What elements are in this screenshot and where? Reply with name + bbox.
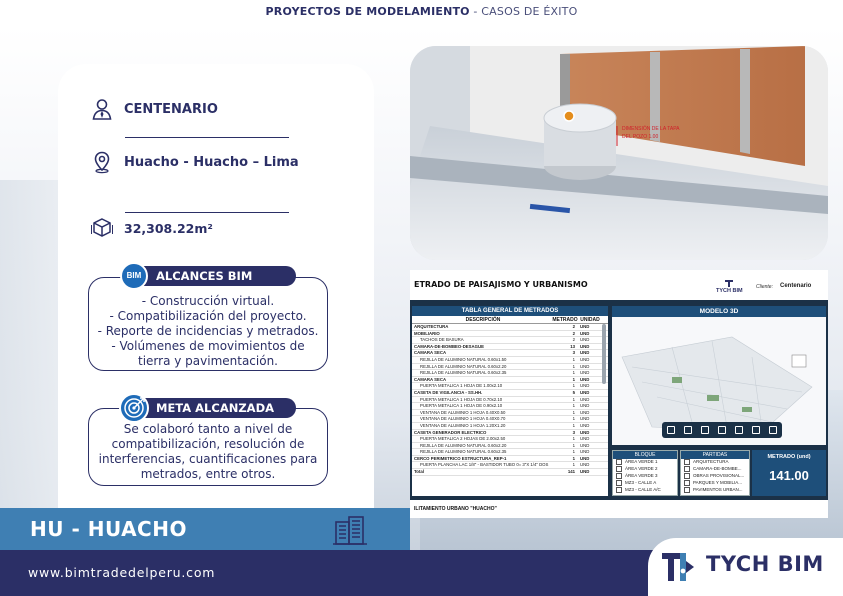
- cell-description: Total: [414, 469, 424, 475]
- cell-description: CERCO PERIMETRICO ESTRUCTURA_REP-1: [414, 455, 507, 461]
- cell-metrado: 1: [572, 356, 575, 362]
- alcances-box: [88, 277, 328, 371]
- render-annotation: DEL POZO 1.00: [622, 134, 659, 140]
- properties-icon[interactable]: [752, 426, 760, 434]
- cell-metrado: 1: [572, 449, 575, 455]
- cell-unidad: UND: [580, 389, 590, 395]
- table-row: [412, 324, 608, 331]
- cell-metrado: 1: [572, 462, 575, 468]
- alcances-title: ALCANCES BIM: [122, 266, 296, 286]
- dashboard-caption: ILITAMIENTO URBANO "HUACHO": [414, 506, 497, 512]
- partida-option[interactable]: CAMARA-DE-BOMBE...: [681, 466, 749, 473]
- cell-unidad: UND: [580, 442, 590, 448]
- alcances-line: - Compatibilización del proyecto.: [109, 309, 307, 323]
- cell-unidad: UND: [580, 356, 590, 362]
- dashboard-brand: TYCH BIM: [716, 278, 743, 294]
- cell-metrado: 5: [572, 389, 575, 395]
- table-row: [412, 350, 608, 357]
- cell-description: CAMARA SECA: [414, 350, 447, 356]
- cell-description: REJILLA DE ALUMINIO NATURAL 0.60x2.35: [420, 370, 507, 376]
- camera-icon[interactable]: [684, 426, 692, 434]
- table-row: [412, 403, 608, 410]
- metrados-table: [412, 306, 608, 496]
- render-3d-image: [410, 46, 828, 260]
- client-name: CENTENARIO: [124, 101, 218, 117]
- cell-metrado: 2: [572, 330, 575, 336]
- alcances-list: [89, 278, 327, 369]
- metrado-value: 141.00: [769, 468, 809, 483]
- divider: [125, 137, 289, 138]
- table-body: [412, 324, 608, 476]
- cell-description: CAMARA SECA: [414, 376, 447, 382]
- cell-metrado: 13: [570, 343, 575, 349]
- cell-unidad: UND: [580, 363, 590, 369]
- cell-unidad: UND: [580, 455, 590, 461]
- table-row: [412, 449, 608, 456]
- table-row: [412, 443, 608, 450]
- settings-icon[interactable]: [769, 426, 777, 434]
- cell-metrado: 1: [572, 363, 575, 369]
- table-row: [412, 397, 608, 404]
- brand-logo: [648, 538, 843, 596]
- cube-area-icon: [90, 216, 114, 240]
- dashboard-screenshot: [410, 270, 828, 518]
- bim-badge: BIM: [120, 262, 148, 290]
- table-row: [412, 357, 608, 364]
- project-code-bar: [0, 508, 410, 550]
- alcances-line: - Construcción virtual.: [141, 294, 275, 308]
- dashboard-title: ETRADO DE PAISAJISMO Y URBANISMO: [414, 280, 588, 289]
- cell-metrado: 1: [572, 396, 575, 402]
- cell-unidad: UND: [580, 343, 590, 349]
- cell-description: REJILLA DE ALUMINIO NATURAL 0.60x1.50: [420, 356, 507, 362]
- header: [0, 0, 843, 26]
- table-scrollbar[interactable]: [602, 324, 606, 384]
- tych-logo-icon: [724, 278, 734, 288]
- cell-description: REJILLA DE ALUMINIO NATURAL 0.60x2.35: [420, 449, 507, 455]
- cell-unidad: UND: [580, 370, 590, 376]
- table-row: [412, 331, 608, 338]
- partidas-title: PARTIDAS: [681, 451, 749, 459]
- col-description: DESCRIPCIÓN: [465, 317, 501, 323]
- model-3d-title: MODELO 3D: [612, 306, 826, 317]
- model-tree-icon[interactable]: [735, 426, 743, 434]
- table-row: [412, 370, 608, 377]
- cell-unidad: UND: [580, 469, 590, 475]
- divider: [125, 212, 289, 213]
- cell-description: PUERTA METALICA 1 HOJA DE 0.70x2.10: [420, 396, 503, 402]
- metrado-label: METRADO (und): [767, 454, 811, 460]
- cell-metrado: 1: [572, 403, 575, 409]
- cell-description: PUERTA METALICA 1 HOJA DE 1.00x2.10: [420, 383, 503, 389]
- cell-metrado: 2: [572, 324, 575, 329]
- table-row: [412, 337, 608, 344]
- table-row: [412, 430, 608, 437]
- col-metrado: METRADO: [552, 317, 578, 323]
- cell-metrado: 1: [572, 409, 575, 415]
- location-text: Huacho - Huacho – Lima: [124, 154, 299, 170]
- table-row: [412, 469, 608, 476]
- client-row: [90, 97, 218, 121]
- cell-unidad: UND: [580, 416, 590, 422]
- cell-unidad: UND: [580, 403, 590, 409]
- cell-unidad: UND: [580, 376, 590, 382]
- cell-unidad: UND: [580, 396, 590, 402]
- measure-icon[interactable]: [701, 426, 709, 434]
- model-3d-toolbar: [662, 422, 782, 438]
- cell-unidad: UND: [580, 422, 590, 428]
- cell-description: VENTANA DE ALUMINIO 1 HOJA 1.20X1.20: [420, 422, 506, 428]
- cell-unidad: UND: [580, 429, 590, 435]
- table-row: [412, 436, 608, 443]
- project-code: HU - HUACHO: [30, 517, 187, 541]
- bloque-filter: [612, 450, 678, 496]
- partida-option[interactable]: PAVIMENTOS URBAN...: [681, 487, 749, 494]
- cell-description: CAMARA-DE-BOMBEO-DESAGUE: [414, 343, 484, 349]
- table-header: [412, 316, 608, 324]
- table-row: [412, 410, 608, 417]
- target-icon: [118, 392, 150, 424]
- cell-description: TACHOS DE BASURA: [420, 337, 464, 343]
- metrado-card: [752, 450, 826, 496]
- bloque-title: BLOQUE: [613, 451, 677, 459]
- header-title: PROYECTOS DE MODELAMIENTO - CASOS DE ÉXITO: [265, 5, 578, 18]
- col-unidad: UNIDAD: [580, 317, 600, 323]
- table-row: [412, 390, 608, 397]
- cell-description: REJILLA DE ALUMINIO NATURAL 0.60x2.20: [420, 363, 507, 369]
- section-icon[interactable]: [718, 426, 726, 434]
- cell-metrado: 1: [572, 436, 575, 442]
- alcances-line: - Reporte de incidencias y metrados.: [97, 324, 319, 338]
- bloque-option[interactable]: ÁREA VERDE 1: [613, 459, 677, 466]
- alcances-line: - Volúmenes de movimientos de: [111, 339, 305, 353]
- meta-line: Se colaboró tanto a nivel de: [123, 422, 293, 436]
- cell-metrado: 141: [567, 469, 575, 475]
- cell-description: CASETA GENERADOR ELECTRICO: [414, 429, 487, 435]
- cell-unidad: UND: [580, 337, 590, 343]
- table-row: [412, 423, 608, 430]
- tych-bim-logo-icon: [660, 549, 696, 585]
- table-row: [412, 456, 608, 463]
- cell-description: REJILLA DE ALUMINIO NATURAL 0.60x2.20: [420, 442, 507, 448]
- table-row: [412, 344, 608, 351]
- website-link[interactable]: www.bimtradedelperu.com: [28, 565, 216, 580]
- cell-metrado: 1: [572, 422, 575, 428]
- bloque-option[interactable]: ÁREA VERDE 2: [613, 466, 677, 473]
- cell-metrado: 1: [572, 442, 575, 448]
- cell-description: CASETA DE VIGILANCIA - SS.HH.: [414, 389, 483, 395]
- meta-line: compatibilización, resolución de: [111, 437, 305, 451]
- cell-metrado: 1: [572, 376, 575, 382]
- bloque-option[interactable]: MZ3 - CALLE A: [613, 480, 677, 487]
- table-row: [412, 364, 608, 371]
- dashboard-client-name: Centenario: [780, 283, 812, 289]
- meta-line: metrados, entre otros.: [140, 467, 276, 481]
- table-row: [412, 462, 608, 469]
- buildings-icon: [332, 514, 368, 546]
- table-row: [412, 383, 608, 390]
- meta-line: interferencias, cuantificaciones para: [98, 452, 318, 466]
- location-pin-icon: [90, 150, 114, 174]
- area-text: 32,308.22m²: [124, 220, 213, 236]
- partidas-filter: [680, 450, 750, 496]
- cell-unidad: UND: [580, 409, 590, 415]
- cell-description: VENTANA DE ALUMINIO 1 HOJA 0.40X0.70: [420, 416, 506, 422]
- cell-unidad: UND: [580, 350, 590, 356]
- render-scene: [410, 46, 828, 260]
- cell-metrado: 1: [572, 455, 575, 461]
- cell-description: VENTANA DE ALUMINIO 1 HOJA 0.40X0.50: [420, 409, 506, 415]
- cell-unidad: UND: [580, 449, 590, 455]
- cell-unidad: UND: [580, 462, 590, 468]
- area-row: [90, 216, 213, 240]
- cell-description: PUERTA METALICA 1 HOJA DE 0.90x2.10: [420, 403, 503, 409]
- cell-description: ARQUITECTURA: [414, 324, 449, 329]
- location-row: [90, 150, 299, 174]
- table-row: [412, 377, 608, 384]
- dashboard-client-label: Cliente:: [756, 284, 773, 290]
- cell-unidad: UND: [580, 324, 590, 329]
- walk-icon[interactable]: [667, 426, 675, 434]
- partida-option[interactable]: PARQUES Y MOBILIA...: [681, 480, 749, 487]
- user-icon: [90, 97, 114, 121]
- table-row: [412, 416, 608, 423]
- cell-description: PUERTA METALICA 2 HOJAS DE 2.00x2.50: [420, 436, 506, 442]
- partida-option[interactable]: OBRAS PROVISIONAL...: [681, 473, 749, 480]
- bloque-option[interactable]: MZ3 - CALLE A/C: [613, 487, 677, 494]
- cell-unidad: UND: [580, 436, 590, 442]
- cell-metrado: 3: [572, 350, 575, 356]
- cell-unidad: UND: [580, 330, 590, 336]
- cell-description: MOBILIARIO: [414, 330, 440, 336]
- cell-metrado: 3: [572, 429, 575, 435]
- bloque-option[interactable]: ÁREA VERDE 3: [613, 473, 677, 480]
- cell-metrado: 1: [572, 416, 575, 422]
- meta-title: META ALCANZADA: [122, 398, 296, 418]
- cell-unidad: UND: [580, 383, 590, 389]
- partida-option[interactable]: ARQUITECTURA: [681, 459, 749, 466]
- cell-metrado: 1: [572, 370, 575, 376]
- alcances-line: tierra y pavimentación.: [138, 354, 278, 368]
- table-title: TABLA GENERAL DE METRADOS: [412, 306, 608, 316]
- cell-description: PUERTA PLANCHA LAC 1/8" - BASTIDOR TUBO 0= 3"X 1/4" DOS: [420, 462, 549, 468]
- cell-metrado: 2: [572, 337, 575, 343]
- cell-metrado: 1: [572, 383, 575, 389]
- render-annotation: DIMENSIÓN DE LA TAPA: [622, 126, 680, 132]
- brand-name: TYCH BIM: [706, 552, 824, 576]
